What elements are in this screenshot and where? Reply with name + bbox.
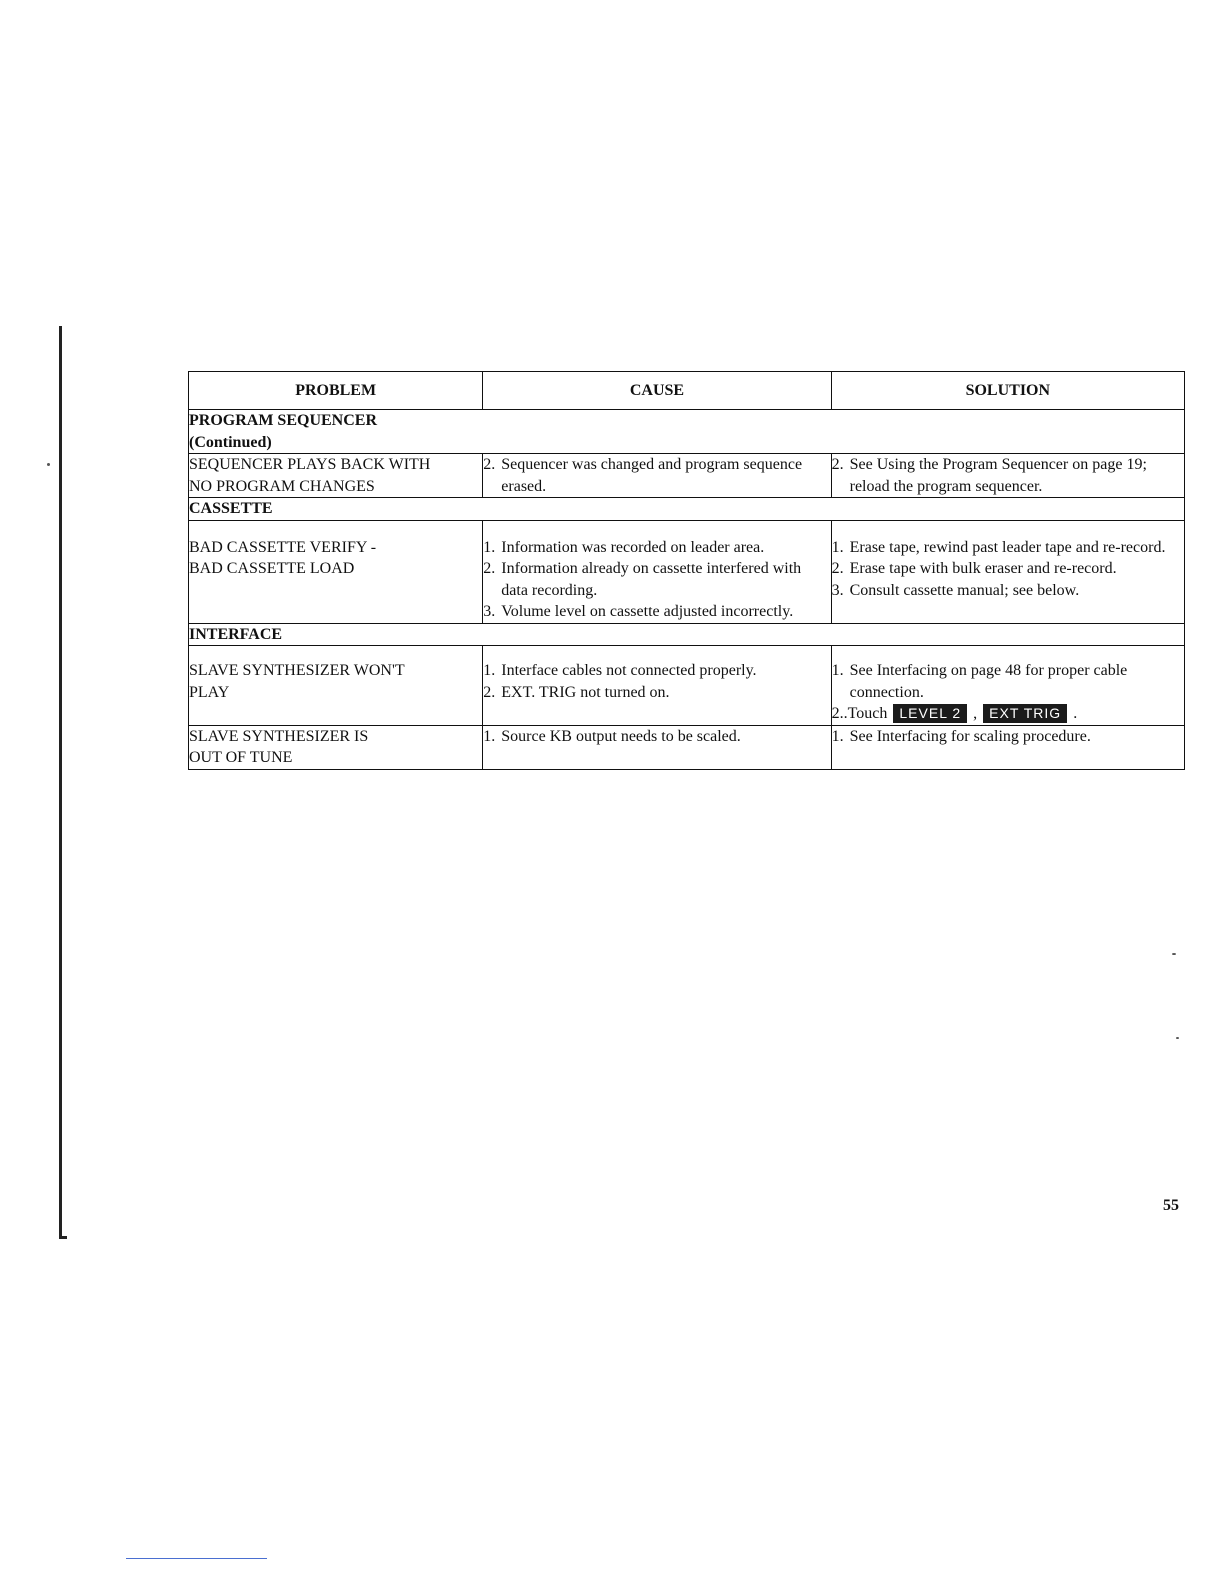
item-text: Erase tape, rewind past leader tape and re-record. — [849, 538, 1166, 556]
scan-speck — [1172, 953, 1176, 955]
section-title: CASSETTE — [189, 500, 273, 517]
troubleshooting-table — [188, 371, 1185, 770]
item-text: See Interfacing for scaling procedure. — [849, 727, 1091, 745]
item-number: 1. — [831, 538, 844, 556]
problem-line: BAD CASSETTE VERIFY - — [189, 538, 377, 556]
footer-rule — [126, 1558, 267, 1559]
table-header-row — [189, 372, 1185, 410]
solution-cell — [831, 520, 1184, 623]
item-number: 2. — [483, 456, 496, 473]
item-text: Erase tape with bulk eraser and re-record. — [849, 560, 1117, 577]
level-2-key: LEVEL 2 — [893, 704, 967, 723]
item-number: 2. — [483, 560, 496, 577]
item-number: 2. — [831, 456, 844, 473]
list-item — [483, 454, 830, 497]
cause-cell — [483, 520, 831, 623]
item-number: 3. — [483, 603, 496, 620]
table-row — [189, 454, 1185, 498]
problem-line: OUT OF TUNE — [189, 749, 293, 766]
item-text: Information already on cassette interfered with data recording. — [501, 560, 802, 599]
problem-line: SEQUENCER PLAYS BACK WITH — [189, 456, 431, 473]
solution-cell — [831, 454, 1184, 498]
item-text: Sequencer was changed and program sequence erased. — [501, 456, 803, 495]
cause-cell — [483, 725, 831, 769]
problem-cell — [189, 520, 483, 623]
table-row — [189, 725, 1185, 769]
table-row — [189, 520, 1185, 623]
solution-cell — [831, 646, 1184, 726]
section-title: INTERFACE — [189, 625, 283, 643]
touch-prefix: 2..Touch — [831, 705, 888, 722]
section-row-interface — [189, 623, 1185, 646]
list-item — [483, 558, 830, 601]
section-title: PROGRAM SEQUENCER — [189, 412, 378, 429]
binding-margin-foot — [59, 1236, 67, 1239]
list-item — [832, 537, 1184, 559]
list-item — [483, 682, 830, 704]
section-subtitle: (Continued) — [189, 433, 272, 451]
item-number: 1. — [483, 727, 496, 745]
problem-cell — [189, 646, 483, 726]
problem-line: BAD CASSETTE LOAD — [189, 560, 355, 577]
item-text: Consult cassette manual; see below. — [849, 581, 1080, 599]
item-number: 3. — [831, 581, 844, 599]
page-number: 55 — [1163, 1197, 1179, 1214]
cause-cell — [483, 646, 831, 726]
header-problem: PROBLEM — [189, 372, 483, 410]
list-item — [483, 726, 830, 748]
item-text: Information was recorded on leader area. — [501, 538, 765, 556]
item-number: 1. — [483, 538, 496, 556]
section-row-program-sequencer — [189, 410, 1185, 454]
list-item — [832, 660, 1184, 703]
list-item — [483, 660, 830, 682]
binding-margin-line — [59, 326, 62, 1238]
item-text: See Using the Program Sequencer on page 19; reload the program sequencer. — [849, 456, 1147, 495]
item-text: Interface cables not connected properly. — [501, 662, 757, 679]
item-text: See Interfacing on page 48 for proper cable connection. — [849, 662, 1128, 701]
touch-suffix: . — [1073, 705, 1078, 722]
touch-separator: , — [973, 705, 978, 722]
item-text: Volume level on cassette adjusted incorrectly. — [501, 603, 794, 620]
touch-instruction — [832, 703, 1078, 725]
problem-line: PLAY — [189, 683, 230, 701]
scan-speck — [47, 463, 50, 466]
problem-line: SLAVE SYNTHESIZER IS — [189, 727, 369, 745]
solution-cell — [831, 725, 1184, 769]
ext-trig-key: EXT TRIG — [983, 704, 1067, 723]
table-row — [189, 646, 1185, 726]
problem-cell — [189, 725, 483, 769]
problem-line: NO PROGRAM CHANGES — [189, 477, 375, 495]
problem-cell — [189, 454, 483, 498]
list-item — [483, 537, 830, 559]
section-row-cassette — [189, 498, 1185, 521]
item-text: EXT. TRIG not turned on. — [501, 683, 670, 701]
item-number: 1. — [831, 662, 844, 679]
list-item — [483, 601, 830, 623]
item-number: 2. — [483, 683, 496, 701]
header-solution: SOLUTION — [831, 372, 1184, 410]
list-item — [832, 454, 1184, 497]
header-cause: CAUSE — [483, 372, 831, 410]
list-item — [832, 726, 1184, 748]
scan-speck — [1176, 1037, 1179, 1039]
cause-cell — [483, 454, 831, 498]
item-number: 1. — [483, 662, 496, 679]
item-number: 1. — [831, 727, 844, 745]
item-text: Source KB output needs to be scaled. — [501, 727, 741, 745]
list-item — [832, 558, 1184, 580]
problem-line: SLAVE SYNTHESIZER WON'T — [189, 662, 405, 679]
item-number: 2. — [831, 560, 844, 577]
list-item — [832, 580, 1184, 602]
